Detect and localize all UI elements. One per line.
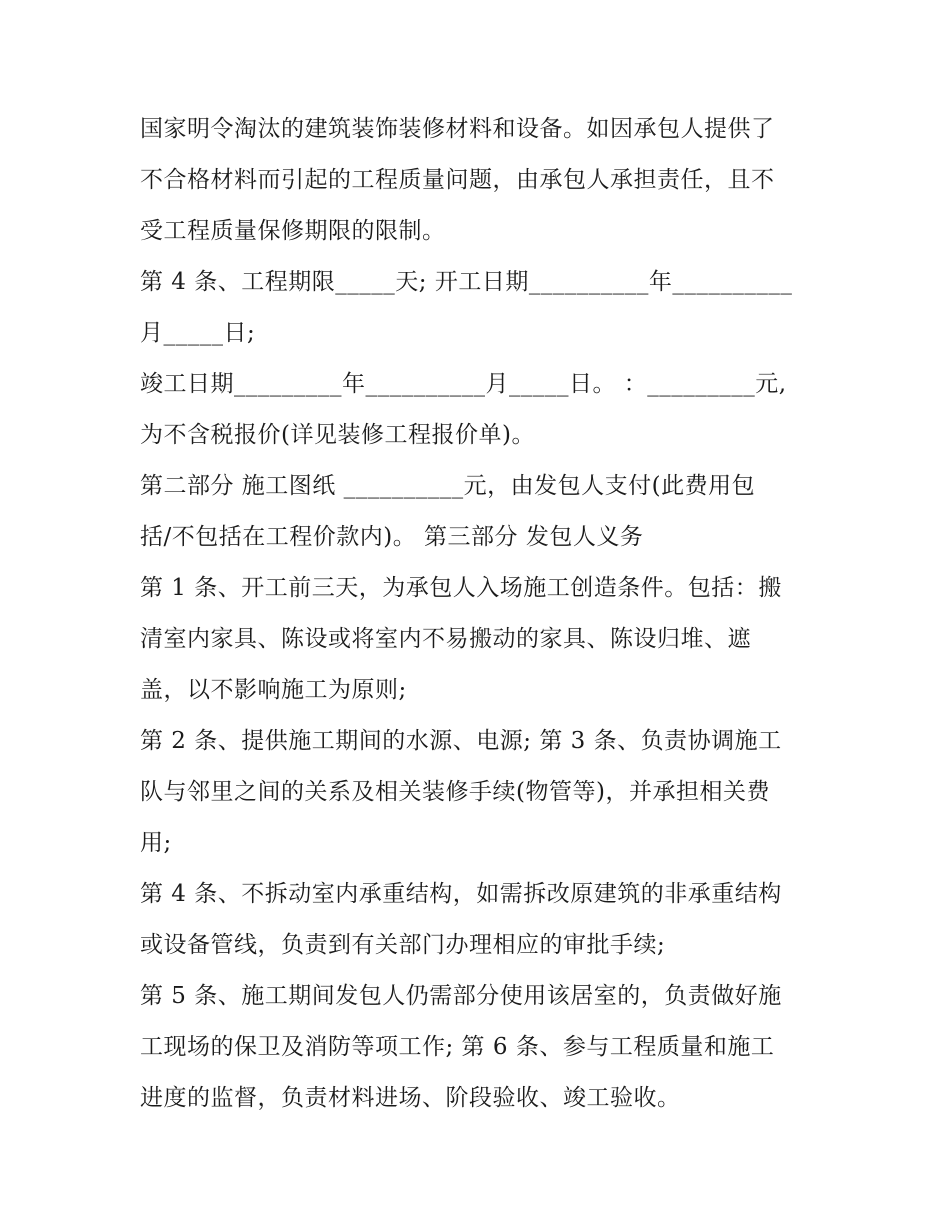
text-line: 为不含税报价(详见装修工程报价单)。 bbox=[140, 422, 535, 448]
text-line: 竣工日期_________年__________月_____日。 ：_________元, bbox=[140, 371, 787, 397]
text-line: 盖，以不影响施工为原则; bbox=[140, 677, 407, 703]
text-line: 第二部分 施工图纸 __________元，由发包人支付(此费用包 bbox=[140, 473, 756, 499]
text-line: 受工程质量保修期限的限制。 bbox=[140, 218, 446, 244]
text-line: 进度的监督，负责材料进场、阶段验收、竣工验收。 bbox=[140, 1085, 681, 1111]
text-line: 第 4 条、工程期限_____天; 开工日期__________年__________ bbox=[140, 269, 793, 295]
text-line: 月_____日; bbox=[140, 320, 256, 346]
text-line: 第 1 条、开工前三天，为承包人入场施工创造条件。包括：搬 bbox=[140, 575, 782, 601]
text-line: 第 4 条、不拆动室内承重结构，如需拆改原建筑的非承重结构 bbox=[140, 881, 782, 907]
text-line: 括/不包括在工程价款内)。 第三部分 发包人义务 bbox=[140, 524, 644, 550]
text-line: 第 5 条、施工期间发包人仍需部分使用该居室的，负责做好施 bbox=[140, 983, 782, 1009]
text-line: 用; bbox=[140, 830, 172, 856]
text-line: 工现场的保卫及消防等项工作; 第 6 条、参与工程质量和施工 bbox=[140, 1034, 775, 1060]
text-line: 不合格材料而引起的工程质量问题，由承包人承担责任，且不 bbox=[140, 167, 775, 193]
text-line: 或设备管线，负责到有关部门办理相应的审批手续; bbox=[140, 932, 666, 958]
document-body bbox=[140, 104, 820, 1124]
text-line: 国家明令淘汰的建筑装饰装修材料和设备。如因承包人提供了 bbox=[140, 116, 775, 142]
text-line: 清室内家具、陈设或将室内不易搬动的家具、陈设归堆、遮 bbox=[140, 626, 751, 652]
text-line: 队与邻里之间的关系及相关装修手续(物管等)，并承担相关费 bbox=[140, 779, 770, 805]
text-line: 第 2 条、提供施工期间的水源、电源; 第 3 条、负责协调施工 bbox=[140, 728, 782, 754]
